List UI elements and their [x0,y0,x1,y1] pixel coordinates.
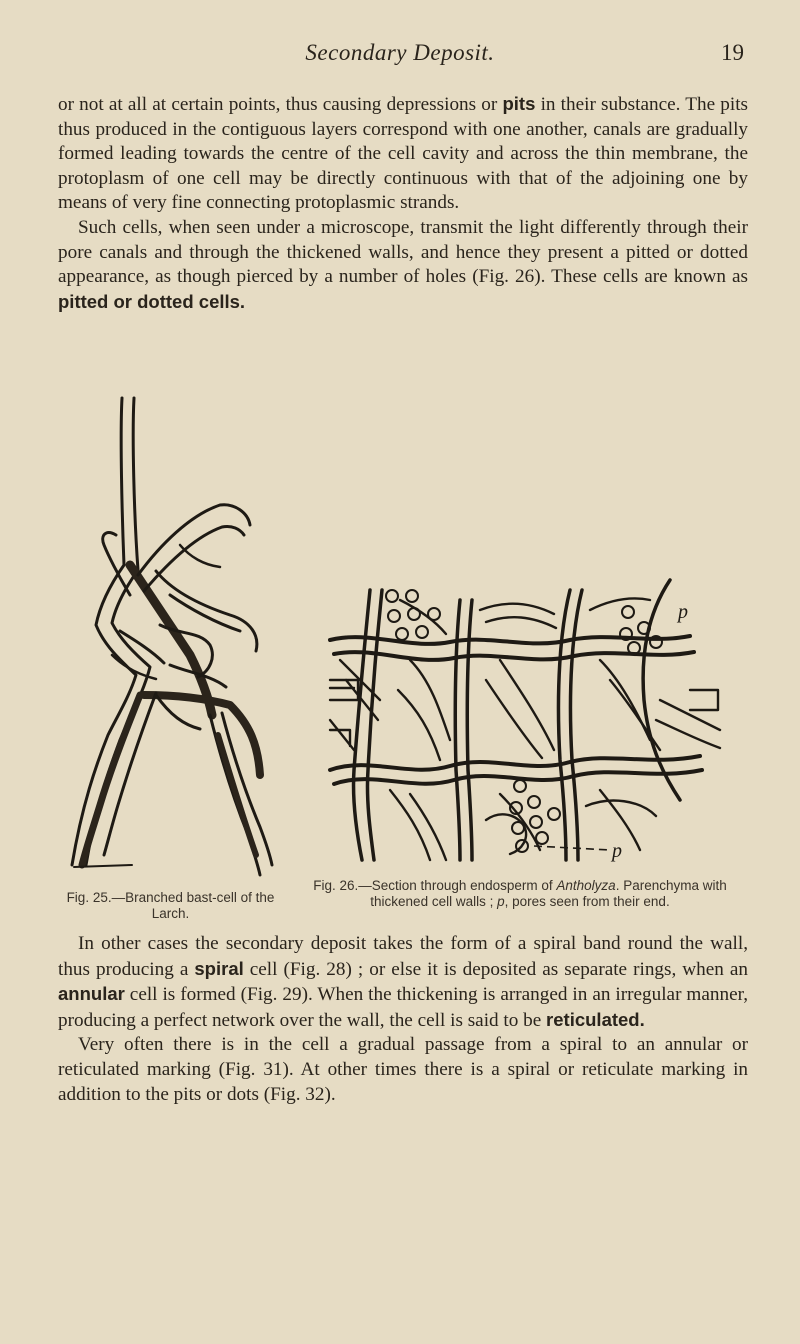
figure-25-caption-text: —Branched bast-cell of the Larch. [111,890,275,921]
figure-25-caption [58,890,283,922]
figure-26-caption-text3: , pores seen from their end. [504,894,670,909]
running-title: Secondary Deposit. [305,40,495,65]
term-pitted-cells: pitted or dotted cells. [58,290,246,312]
text-run: or not at all at certain points, thus causing depressions or [58,94,503,115]
figure-26-caption-text2: . Parenchyma with thickened cell walls ; [370,878,727,909]
page-number: 19 [721,40,744,65]
paragraph-pits-part2 [58,216,748,315]
term-pits: pits [502,93,536,114]
figure-26-label-p-bottom: p [612,840,622,862]
paragraph-secondary-deposit [58,932,748,1033]
figure-26-caption [300,878,740,910]
text-run: in their substance. The pits thus produced in the contiguous layers correspond with one another, canals are gradually formed leading towards the centre of the cell cavity and across the thin membrane, the protoplasm of one cell may be directly continuous with that of the adjoining one by means of very fine connecting protoplasmic strands. [58,94,749,214]
paragraph-spiral-annular [58,932,748,1107]
figure-25-number: Fig. 25. [66,890,112,905]
text-run: Such cells, when seen under a microscope, transmit the light differently through their pore canals and through the thickened walls, and hence they present a pitted or dotted appearance, as though pierced by a number of holes (Fig. 26). These cells are known as [58,216,748,288]
term-annular: annular [58,983,125,1005]
figure-26-caption-p: p [497,894,505,909]
page-header [0,40,800,80]
paragraph-pits [58,92,748,315]
paragraph-gradual-passage [58,1033,748,1107]
figure-26-caption-text1: —Section through endosperm of [358,878,557,893]
text-run: Very often there is in the cell a gradual passage from a spiral to an annular or reticulated marking (Fig. 31). At other times there is a spiral or reticulate marking in addition to the pits or dots (Fig. 32). [58,1034,748,1105]
figure-25-branched-bast-cell [60,395,285,880]
term-reticulated: reticulated. [546,1008,645,1030]
figure-25-illustration [60,395,285,880]
term-spiral: spiral [194,957,244,979]
text-run: In other cases the secondary deposit takes the form of a spiral band round the wall, thus producing a [58,933,748,980]
figure-26-number: Fig. 26. [313,878,359,893]
figure-26-illustration [310,570,730,865]
figure-26-endosperm-section [310,570,730,865]
text-run: cell (Fig. 28) ; or else it is deposited as separate rings, when an [243,958,748,980]
text-run: cell is formed (Fig. 29). When the thickening is arranged in an irregular manner, producing a perfect network over the wall, the cell is said to be [58,984,748,1031]
paragraph-pits-part1 [58,92,748,216]
figure-26-species: Antholyza [556,878,616,893]
figure-26-label-p-top: p [678,601,688,623]
